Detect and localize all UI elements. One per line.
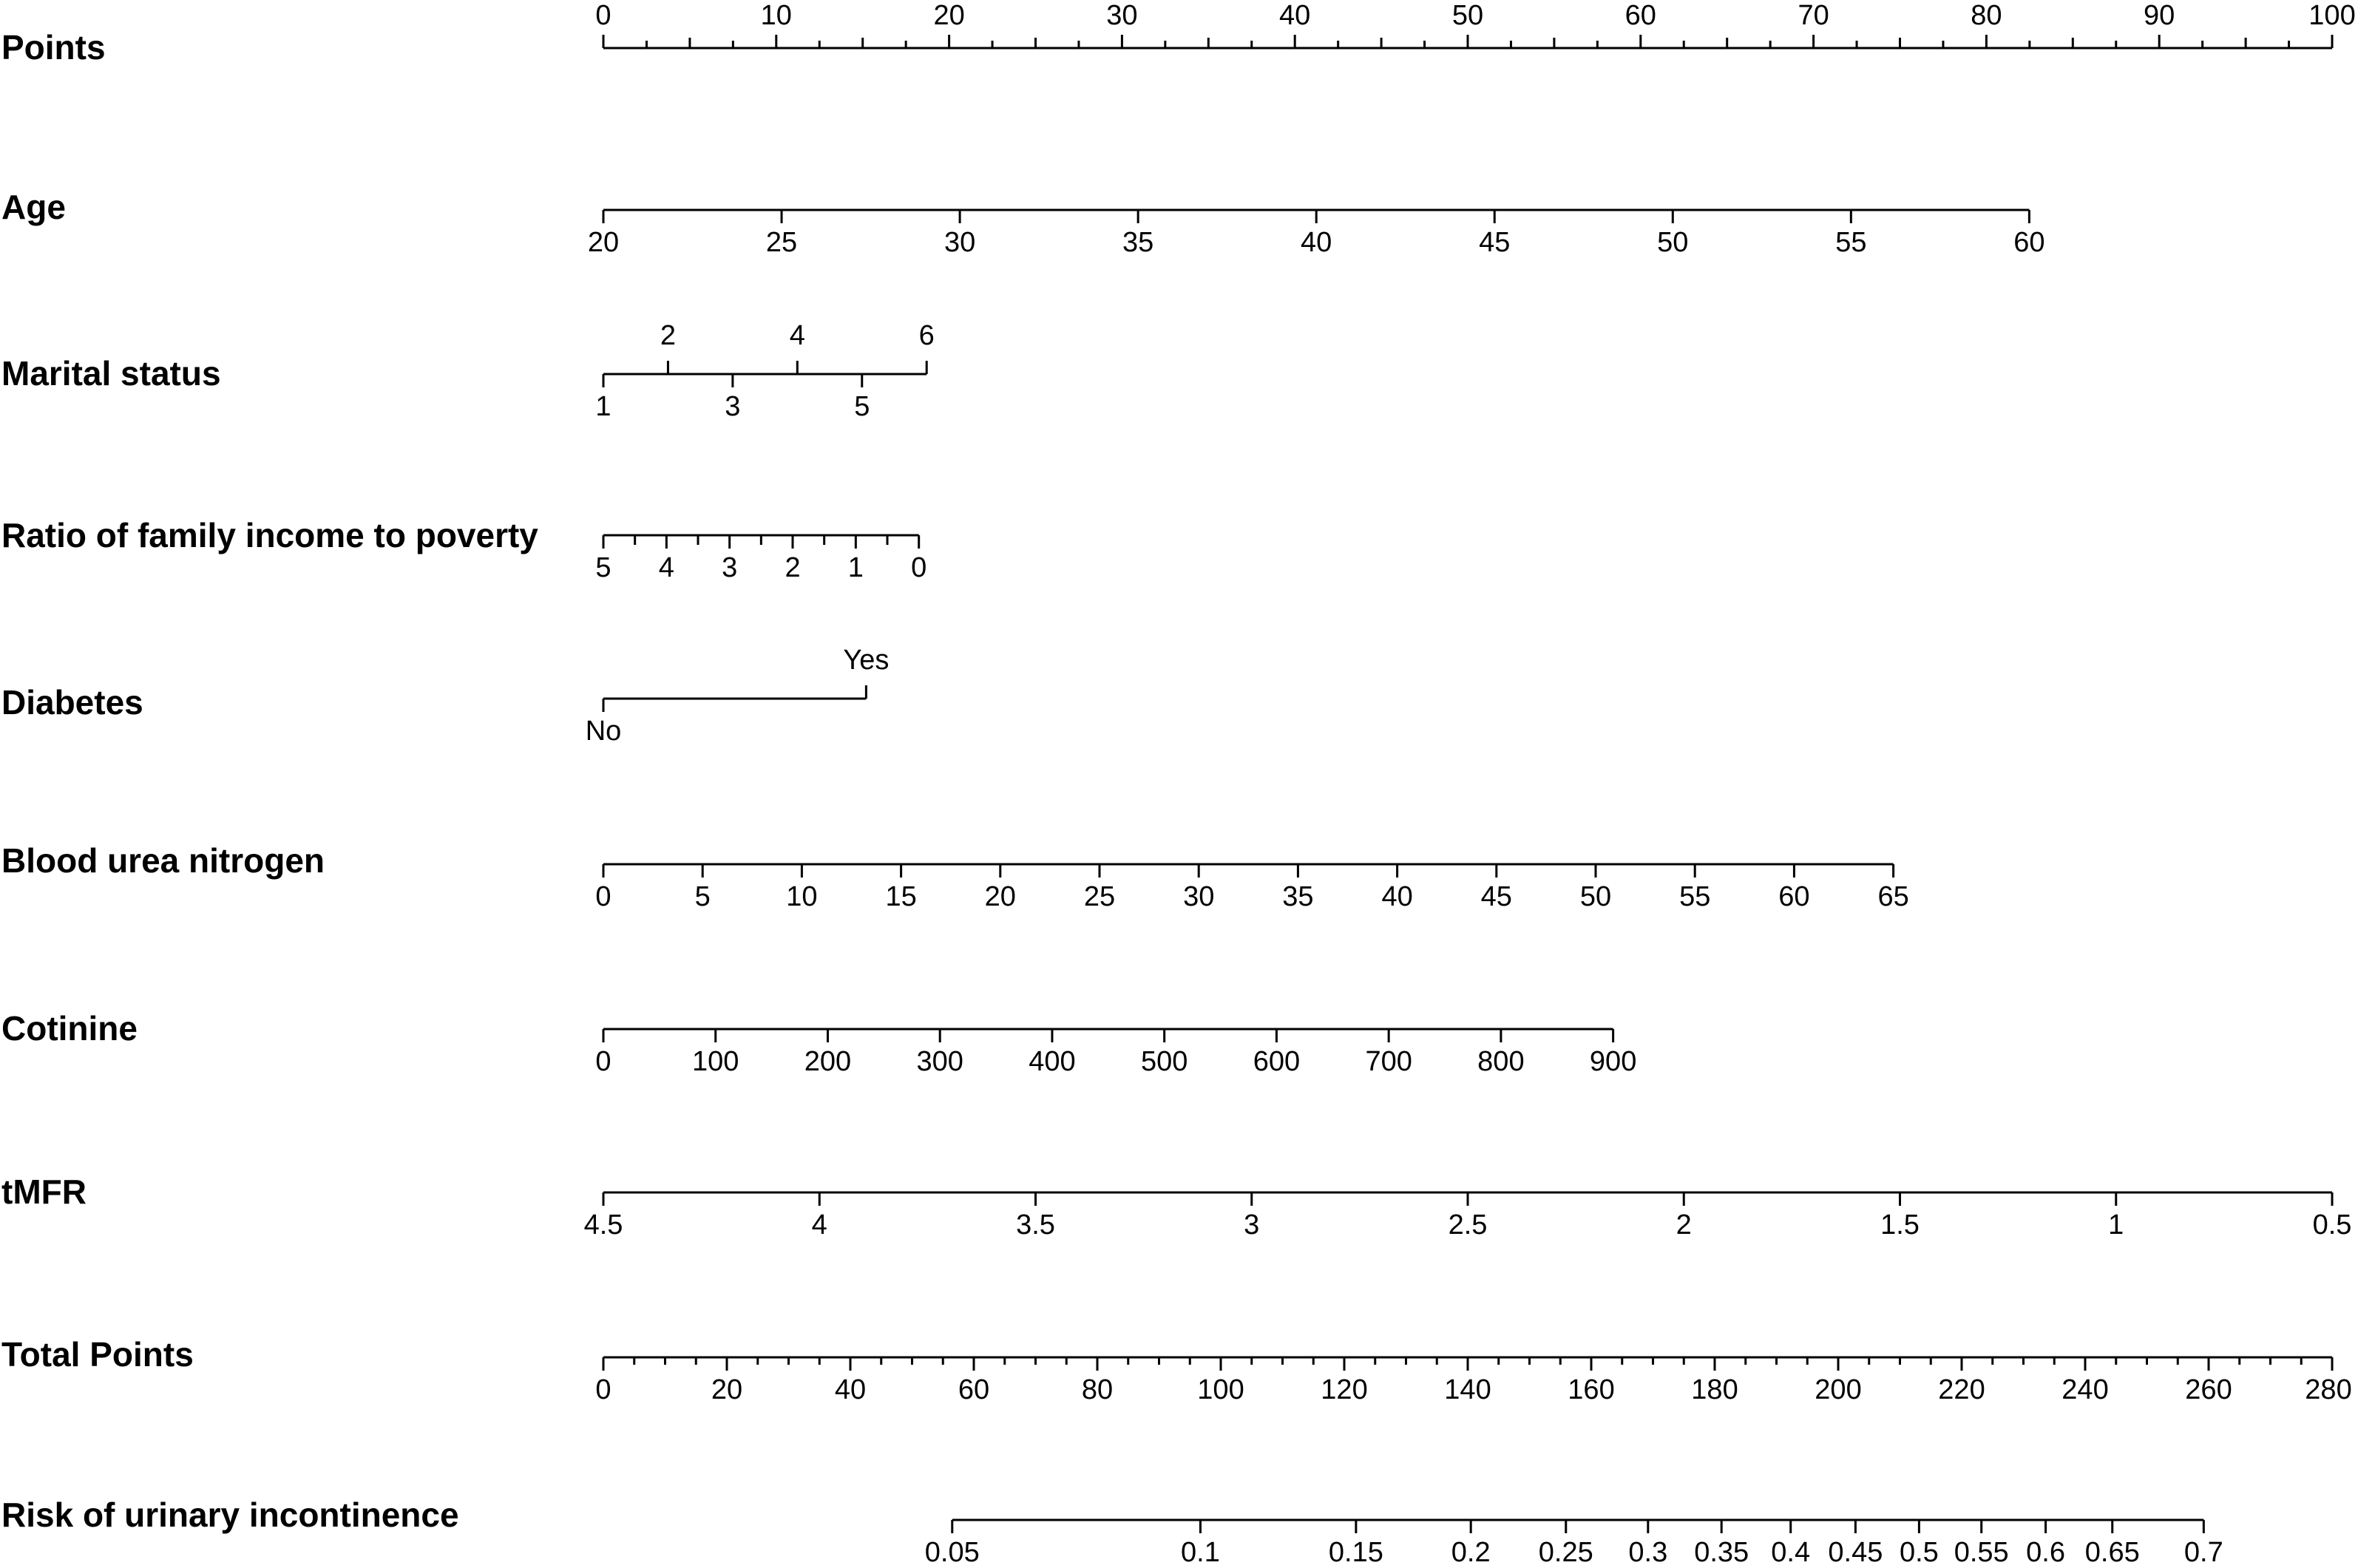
tick-label-age-25: 25 bbox=[765, 227, 798, 258]
tick-label-age-60: 60 bbox=[2013, 227, 2045, 258]
tick-label-cotinine-0: 0 bbox=[595, 1046, 611, 1077]
tick-label-age-40: 40 bbox=[1301, 227, 1332, 258]
tick-label-cotinine-600: 600 bbox=[1253, 1046, 1301, 1077]
tick-label-points-30: 30 bbox=[1106, 0, 1138, 31]
tick-label-risk-0.3: 0.3 bbox=[1628, 1537, 1668, 1568]
tick-label-risk-0.65: 0.65 bbox=[2084, 1537, 2140, 1568]
tick-label-age-45: 45 bbox=[1479, 227, 1511, 258]
tick-label-bun-30: 30 bbox=[1183, 881, 1215, 912]
tick-label-tmfr-3: 3 bbox=[1244, 1209, 1260, 1241]
tick-label-total-0: 0 bbox=[595, 1374, 611, 1405]
row-label-marital: Marital status bbox=[1, 354, 221, 393]
tick-label-total-60: 60 bbox=[958, 1374, 990, 1405]
tick-label-age-20: 20 bbox=[587, 227, 620, 258]
tick-label-marital-3: 3 bbox=[725, 391, 741, 422]
tick-label-points-20: 20 bbox=[933, 0, 965, 31]
tick-label-risk-0.15: 0.15 bbox=[1328, 1537, 1383, 1568]
tick-label-cotinine-400: 400 bbox=[1029, 1046, 1076, 1077]
tick-label-tmfr-3.5: 3.5 bbox=[1016, 1209, 1055, 1241]
tick-label-total-40: 40 bbox=[834, 1374, 867, 1405]
tick-label-bun-0: 0 bbox=[595, 881, 611, 912]
tick-label-income-3: 3 bbox=[722, 552, 738, 583]
tick-label-bun-60: 60 bbox=[1778, 881, 1810, 912]
tick-label-total-260: 260 bbox=[2185, 1374, 2232, 1405]
tick-label-cotinine-100: 100 bbox=[692, 1046, 739, 1077]
tick-label-bun-15: 15 bbox=[885, 881, 917, 912]
tick-label-points-80: 80 bbox=[1971, 0, 2002, 31]
tick-label-tmfr-1.5: 1.5 bbox=[1880, 1209, 1920, 1241]
tick-label-total-80: 80 bbox=[1081, 1374, 1114, 1405]
row-label-diabetes: Diabetes bbox=[1, 683, 143, 722]
tick-label-total-120: 120 bbox=[1321, 1374, 1368, 1405]
tick-label-bun-25: 25 bbox=[1083, 881, 1116, 912]
tick-label-marital-5: 5 bbox=[854, 391, 870, 422]
tick-label-points-100: 100 bbox=[2308, 0, 2356, 31]
tick-label-total-20: 20 bbox=[711, 1374, 743, 1405]
tick-label-tmfr-4: 4 bbox=[811, 1209, 827, 1241]
tick-label-income-5: 5 bbox=[595, 552, 611, 583]
tick-label-points-60: 60 bbox=[1624, 0, 1656, 31]
row-label-points: Points bbox=[1, 28, 106, 67]
tick-label-age-35: 35 bbox=[1122, 227, 1154, 258]
row-label-total: Total Points bbox=[1, 1335, 194, 1374]
tick-label-total-160: 160 bbox=[1568, 1374, 1615, 1405]
tick-label-points-70: 70 bbox=[1798, 0, 1829, 31]
tick-label-marital-2: 2 bbox=[660, 320, 677, 351]
row-label-tmfr: tMFR bbox=[1, 1172, 87, 1211]
row-label-income: Ratio of family income to poverty bbox=[1, 516, 538, 554]
tick-label-diabetes-Yes: Yes bbox=[843, 645, 890, 676]
tick-label-bun-50: 50 bbox=[1579, 881, 1612, 912]
tick-label-bun-65: 65 bbox=[1877, 881, 1909, 912]
tick-label-marital-6: 6 bbox=[918, 320, 935, 351]
tick-label-total-240: 240 bbox=[2061, 1374, 2109, 1405]
tick-label-risk-0.2: 0.2 bbox=[1451, 1537, 1491, 1568]
tick-label-risk-0.05: 0.05 bbox=[924, 1537, 980, 1568]
tick-label-total-220: 220 bbox=[1938, 1374, 1985, 1405]
tick-label-tmfr-2.5: 2.5 bbox=[1448, 1209, 1488, 1241]
tick-label-age-55: 55 bbox=[1835, 227, 1867, 258]
tick-label-risk-0.1: 0.1 bbox=[1181, 1537, 1220, 1568]
tick-label-total-100: 100 bbox=[1197, 1374, 1244, 1405]
tick-label-marital-4: 4 bbox=[789, 320, 805, 351]
tick-label-risk-0.35: 0.35 bbox=[1694, 1537, 1749, 1568]
tick-label-cotinine-300: 300 bbox=[916, 1046, 963, 1077]
tick-label-total-140: 140 bbox=[1444, 1374, 1491, 1405]
tick-label-tmfr-1: 1 bbox=[2108, 1209, 2124, 1241]
row-label-cotinine: Cotinine bbox=[1, 1009, 138, 1048]
tick-label-bun-45: 45 bbox=[1480, 881, 1512, 912]
row-label-age: Age bbox=[1, 188, 66, 226]
tick-label-points-0: 0 bbox=[595, 0, 611, 31]
row-label-risk: Risk of urinary incontinence bbox=[1, 1496, 459, 1534]
tick-label-risk-0.7: 0.7 bbox=[2183, 1537, 2223, 1568]
tick-label-age-50: 50 bbox=[1657, 227, 1689, 258]
tick-label-bun-40: 40 bbox=[1381, 881, 1413, 912]
tick-label-bun-35: 35 bbox=[1282, 881, 1314, 912]
tick-label-tmfr-4.5: 4.5 bbox=[583, 1209, 623, 1241]
tick-label-points-10: 10 bbox=[760, 0, 792, 31]
tick-label-risk-0.55: 0.55 bbox=[1954, 1537, 2009, 1568]
tick-label-points-40: 40 bbox=[1279, 0, 1311, 31]
tick-label-bun-5: 5 bbox=[694, 881, 711, 912]
tick-label-bun-20: 20 bbox=[984, 881, 1016, 912]
tick-label-income-1: 1 bbox=[847, 552, 864, 583]
tick-label-cotinine-800: 800 bbox=[1477, 1046, 1525, 1077]
tick-label-risk-0.4: 0.4 bbox=[1771, 1537, 1811, 1568]
tick-label-marital-1: 1 bbox=[595, 391, 611, 422]
tick-label-age-30: 30 bbox=[943, 227, 976, 258]
tick-label-total-200: 200 bbox=[1815, 1374, 1862, 1405]
tick-label-total-280: 280 bbox=[2305, 1374, 2352, 1405]
tick-label-income-0: 0 bbox=[911, 552, 927, 583]
tick-label-cotinine-200: 200 bbox=[804, 1046, 852, 1077]
tick-label-tmfr-0.5: 0.5 bbox=[2312, 1209, 2352, 1241]
tick-label-bun-10: 10 bbox=[786, 881, 818, 912]
tick-label-total-180: 180 bbox=[1691, 1374, 1738, 1405]
tick-label-diabetes-No: No bbox=[585, 716, 622, 747]
tick-label-points-50: 50 bbox=[1451, 0, 1484, 31]
tick-label-cotinine-500: 500 bbox=[1140, 1046, 1188, 1077]
tick-label-bun-55: 55 bbox=[1679, 881, 1711, 912]
tick-label-risk-0.45: 0.45 bbox=[1828, 1537, 1883, 1568]
tick-label-cotinine-900: 900 bbox=[1589, 1046, 1637, 1077]
tick-label-income-2: 2 bbox=[785, 552, 801, 583]
row-label-bun: Blood urea nitrogen bbox=[1, 841, 325, 880]
tick-label-risk-0.6: 0.6 bbox=[2026, 1537, 2065, 1568]
tick-label-income-4: 4 bbox=[658, 552, 674, 583]
tick-label-points-90: 90 bbox=[2144, 0, 2175, 31]
tick-label-tmfr-2: 2 bbox=[1676, 1209, 1692, 1241]
tick-label-cotinine-700: 700 bbox=[1365, 1046, 1412, 1077]
tick-label-risk-0.25: 0.25 bbox=[1538, 1537, 1593, 1568]
tick-label-risk-0.5: 0.5 bbox=[1899, 1537, 1939, 1568]
